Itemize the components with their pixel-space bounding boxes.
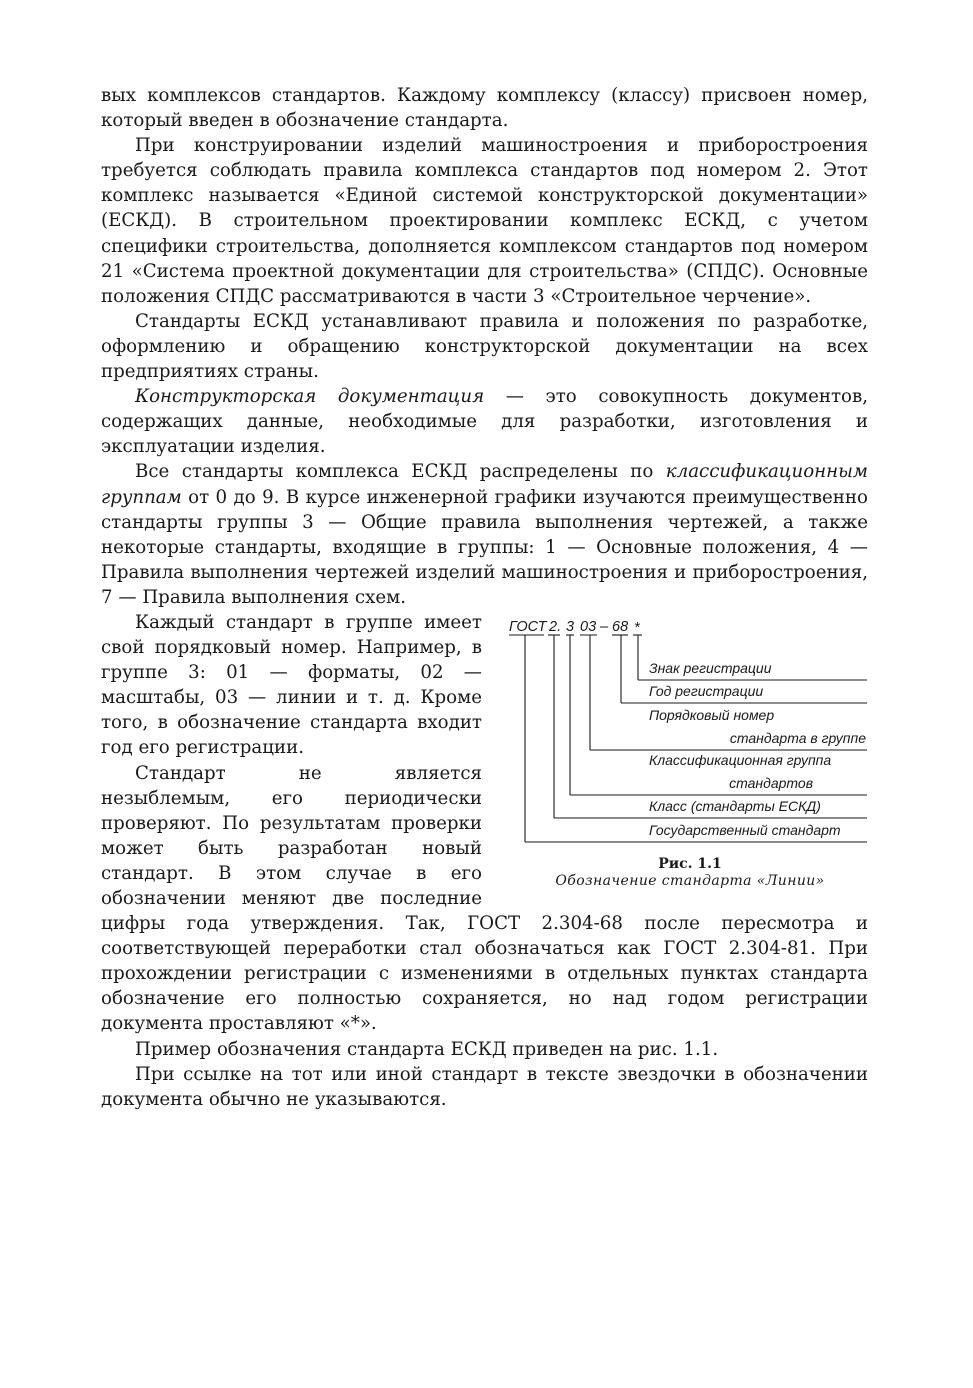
label-classification-group-1: Классификационная группа (649, 751, 832, 768)
label-registration-sign: Знак регистрации (649, 659, 772, 676)
paragraph-9: При ссылке на тот или иной стандарт в тексте звездочки в обозначении документа обычно не указываются. (101, 1063, 868, 1110)
label-order-number-2: стандарта в группе (729, 729, 866, 746)
code-group: 3 (566, 618, 575, 635)
label-order-number-1: Порядковый номер (649, 706, 775, 723)
paragraph-3: Стандарты ЕСКД устанавливают правила и положения по разработке, оформлению и обращению конструкторской документации на всех предприятиях страны. (101, 310, 868, 383)
standard-designation-diagram (504, 614, 876, 854)
paragraph-2: При конструировании изделий машиностроения и приборостроения требуется соблюдать правила комплекса стандартов под номером 2. Этот комплекс называется «Единой системой конструкторской документации» (ЕСКД). В строительном проектировании комплекс ЕСКД, с учетом специфики строительства, дополняется комплексом стандартов под номером 21 «Система проектной документации для строительства» (СПДС). Основные положения СПДС рассматриваются в части 3 «Строительное черчение». (101, 135, 868, 307)
paragraph-4 (101, 384, 868, 459)
term-design-documentation: Конструкторская документация (135, 386, 485, 408)
label-state-standard: Государственный стандарт (649, 821, 841, 838)
paragraph-5 (101, 459, 868, 610)
paragraph-8: Пример обозначения стандарта ЕСКД приведен на рис. 1.1. (135, 1038, 719, 1060)
code-class: 2. (549, 618, 562, 635)
paragraph-7: Стандарт не является незыблемым, его периодически проверяют. По результатам проверки может быть разработан новый стандарт. В этом случае в его обозначении меняют две последние цифры года утверждения. Так, ГОСТ 2.304-68 после пересмотра и соответствующей переработки стал обозначаться как ГОСТ 2.304-81. При прохождении регистрации с изменениями в отдельных пунктах стандарта обозначение его полностью сохраняется, но над годом регистрации документа проставляют «*». (101, 762, 868, 1035)
code-year: 68 (612, 618, 629, 635)
paragraph-1: вых комплексов стандартов. Каждому комплексу (классу) присвоен номер, который введен в обозначение стандарта. (101, 85, 868, 132)
code-dash: – (600, 618, 609, 635)
document-page (101, 83, 868, 1112)
paragraph-6: Каждый стандарт в группе имеет свой порядковый номер. Например, в группе 3: 01 — форматы, 02 — масштабы, 03 — линии и т. д. Кроме того, в обозначение стандарта входит год его регистрации. (101, 611, 482, 759)
label-class: Класс (стандарты ЕСКД) (649, 797, 821, 814)
figure-title: Обозначение стандарта «Линии» (555, 872, 825, 889)
term-classification-groups: классификационным группам (101, 461, 868, 508)
paragraph-4-text: — это совокупность документов, содержащих данные, необходимые для разработки, изготовления и эксплуатации изделия. (101, 386, 868, 458)
code-number: 03 (580, 618, 597, 635)
paragraph-5-text-a: Все стандарты комплекса ЕСКД распределены по (135, 461, 666, 483)
figure-caption (504, 856, 876, 890)
label-classification-group-2: стандартов (729, 774, 813, 791)
figure-1-1 (504, 614, 876, 890)
code-gost: ГОСТ (509, 618, 547, 635)
paragraph-5-text-b: от 0 до 9. В курсе инженерной графики изучаются преимущественно стандарты группы 3 — Общие правила выполнения чертежей, а также некоторые стандарты, входящие в группы: 1 — Основные положения, 4 — Правила выполнения чертежей изделий машиностроения и приборостроения, 7 — Правила выполнения схем. (101, 486, 868, 608)
label-registration-year: Год регистрации (649, 682, 764, 699)
code-asterisk: * (634, 619, 640, 636)
figure-number: Рис. 1.1 (658, 855, 722, 872)
